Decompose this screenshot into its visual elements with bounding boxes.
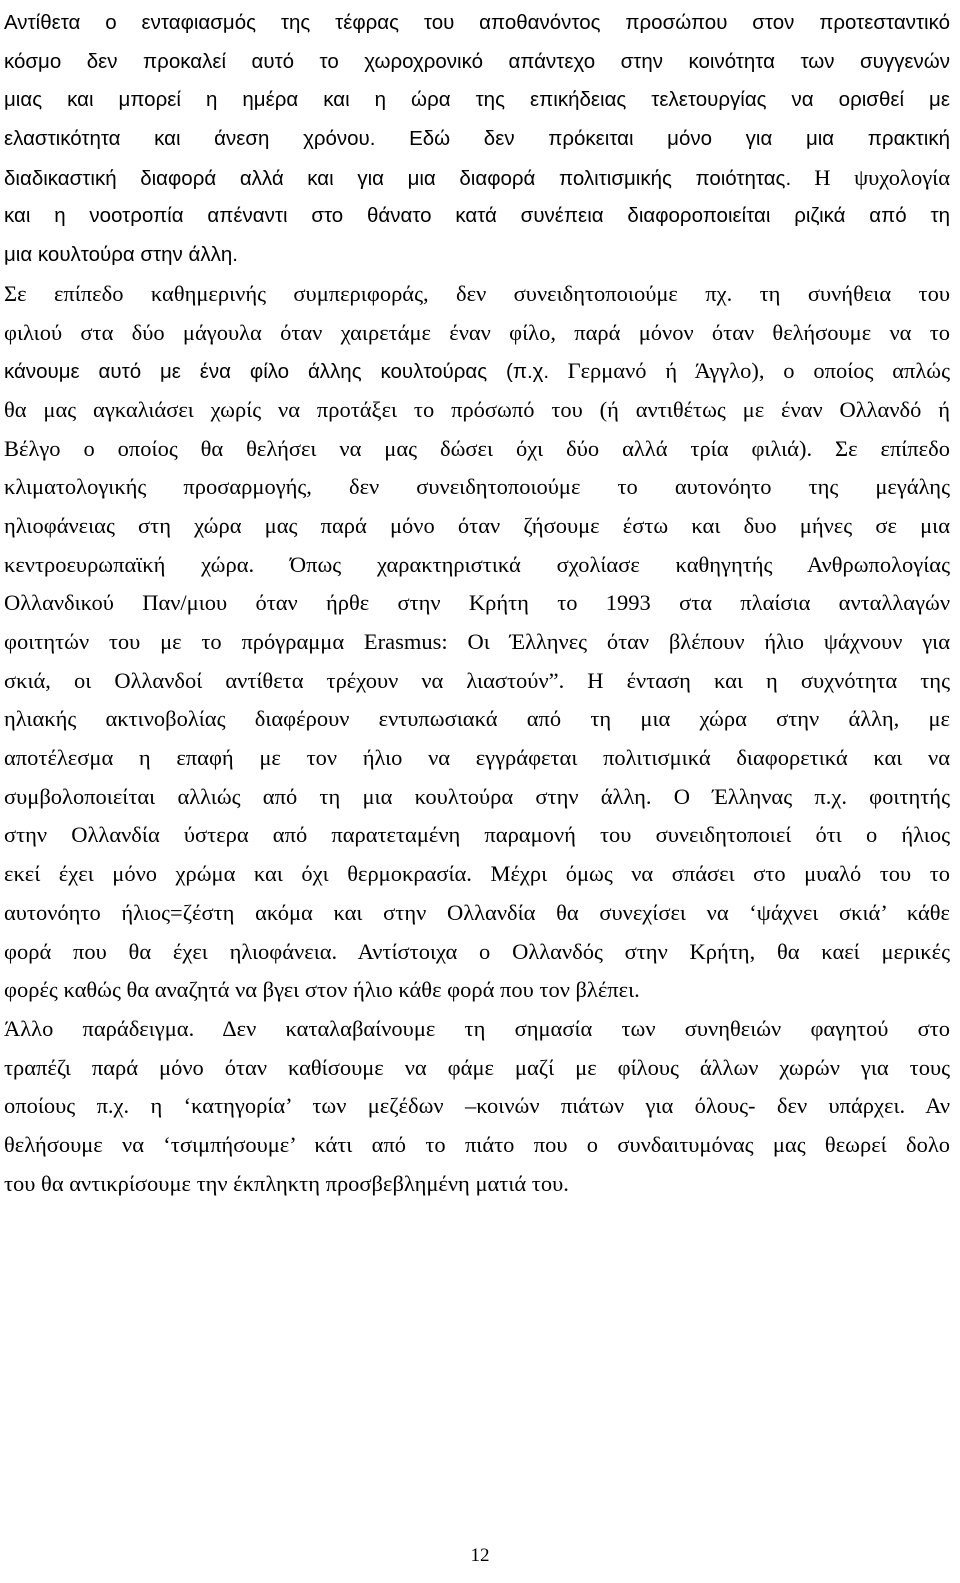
text-line: Ολλανδικού Παν/μιου όταν ήρθε στην Κρήτη το 1993 στα πλαίσια ανταλλαγών <box>4 590 950 616</box>
text-line: ηλιακής ακτινοβολίας διαφέρουν εντυπωσιακά από τη μια χώρα στην άλλη, με <box>4 706 950 732</box>
text-line: Σε επίπεδο καθημερινής συμπεριφοράς, δεν συνειδητοποιούμε πχ. τη συνήθεια του <box>4 280 950 306</box>
text-segment: Η ψυχολογία <box>814 164 950 190</box>
text-line: Βέλγο ο οποίος θα θελήσει να μας δώσει όχι δύο αλλά τρία φιλιά). Σε επίπεδο <box>4 435 950 461</box>
text-line: θα μας αγκαλιάσει χωρίς να προτάξει το πρόσωπό του (ή αντιθέτως με έναν Ολλανδό ή <box>4 396 950 422</box>
text-line: μιας και μπορεί η ημέρα και η ώρα της επικήδειας τελετουργίας να ορισθεί με <box>4 88 950 112</box>
text-line: φιλιού στα δύο μάγουλα όταν χαιρετάμε έναν φίλο, παρά μόνον όταν θελήσουμε να το <box>4 319 950 345</box>
text-line: ηλιοφάνειας στη χώρα μας παρά μόνο όταν ζήσουμε έστω και δυο μήνες σε μια <box>4 512 950 538</box>
text-line: Άλλο παράδειγμα. Δεν καταλαβαίνουμε τη σημασία των συνηθειών φαγητού στο <box>4 1015 950 1041</box>
text-line: τραπέζι παρά μόνο όταν καθίσουμε να φάμε μαζί με φίλους άλλων χωρών για τους <box>4 1054 950 1080</box>
text-line: φορά που θα έχει ηλιοφάνεια. Αντίστοιχα ο Ολλανδός στην Κρήτη, θα καεί μερικές <box>4 938 950 964</box>
text-line: κεντροευρωπαϊκή χώρα. Όπως χαρακτηριστικά σχολίασε καθηγητής Ανθρωπολογίας <box>4 551 950 577</box>
text-line: Αντίθετα ο ενταφιασμός της τέφρας του αποθανόντος προσώπου στον προτεσταντικό <box>4 11 950 34</box>
text-line <box>4 352 950 391</box>
body-text <box>4 4 950 1203</box>
text-line: οποίους π.χ. η ‘κατηγορία’ των μεζέδων –κοινών πιάτων για όλους- δεν υπάρχει. Αν <box>4 1093 950 1119</box>
text-line: φοιτητών του με το πρόγραμμα Erasmus: Οι Έλληνες όταν βλέπουν ήλιο ψάχνουν για <box>4 629 950 654</box>
text-line: αποτέλεσμα η επαφή με τον ήλιο να εγγράφεται πολιτισμικά διαφορετικά και να <box>4 745 950 771</box>
text-line: και η νοοτροπία απέναντι στο θάνατο κατά συνέπεια διαφοροποιείται ριζικά από τη <box>4 204 950 228</box>
text-segment: διαδικαστική διαφορά αλλά και για μια διαφορά πολιτισμικής ποιότητας. <box>4 166 792 190</box>
text-line: του θα αντικρίσουμε την έκπληκτη προσβεβλημένη ματιά του. <box>4 1170 569 1196</box>
text-line: θελήσουμε να ‘τσιμπήσουμε’ κάτι από το πιάτο που ο συνδαιτυμόνας μας θεωρεί δολο <box>4 1131 950 1157</box>
text-line: κόσμο δεν προκαλεί αυτό το χωροχρονικό απάντεχο στην κοινότητα των συγγενών <box>4 49 950 73</box>
text-line: ελαστικότητα και άνεση χρόνου. Εδώ δεν πρόκειται μόνο για μια πρακτική <box>4 127 950 151</box>
page-number: 12 <box>470 1545 490 1566</box>
text-line: μια κουλτούρα στην άλλη. <box>4 243 238 267</box>
text-segment: κάνουμε αυτό με ένα φίλο άλλης κουλτούρας (π.χ. <box>4 360 550 384</box>
text-line: φορές καθώς θα αναζητά να βγει στον ήλιο κάθε φορά που τον βλέπει. <box>4 977 640 1003</box>
text-line: σκιά, οι Ολλανδοί αντίθετα τρέχουν να λιαστούν”. Η ένταση και η συχνότητα της <box>4 667 950 693</box>
text-line <box>4 159 950 198</box>
text-line: κλιματολογικής προσαρμογής, δεν συνειδητοποιούμε το αυτονόητο της μεγάλης <box>4 474 950 500</box>
text-line: συμβολοποιείται αλλιώς από τη μια κουλτούρα στην άλλη. Ο Έλληνας π.χ. φοιτητής <box>4 783 950 809</box>
text-line: αυτονόητο ήλιος=ζέστη ακόμα και στην Ολλανδία θα συνεχίσει να ‘ψάχνει σκιά’ κάθε <box>4 899 950 925</box>
text-line: στην Ολλανδία ύστερα από παρατεταμένη παραμονή του συνειδητοποιεί ότι ο ήλιος <box>4 822 950 848</box>
text-line: εκεί έχει μόνο χρώμα και όχι θερμοκρασία. Μέχρι όμως να σπάσει στο μυαλό του το <box>4 861 950 887</box>
text-segment: Γερμανό ή Άγγλο), ο οποίος απλώς <box>567 358 950 384</box>
